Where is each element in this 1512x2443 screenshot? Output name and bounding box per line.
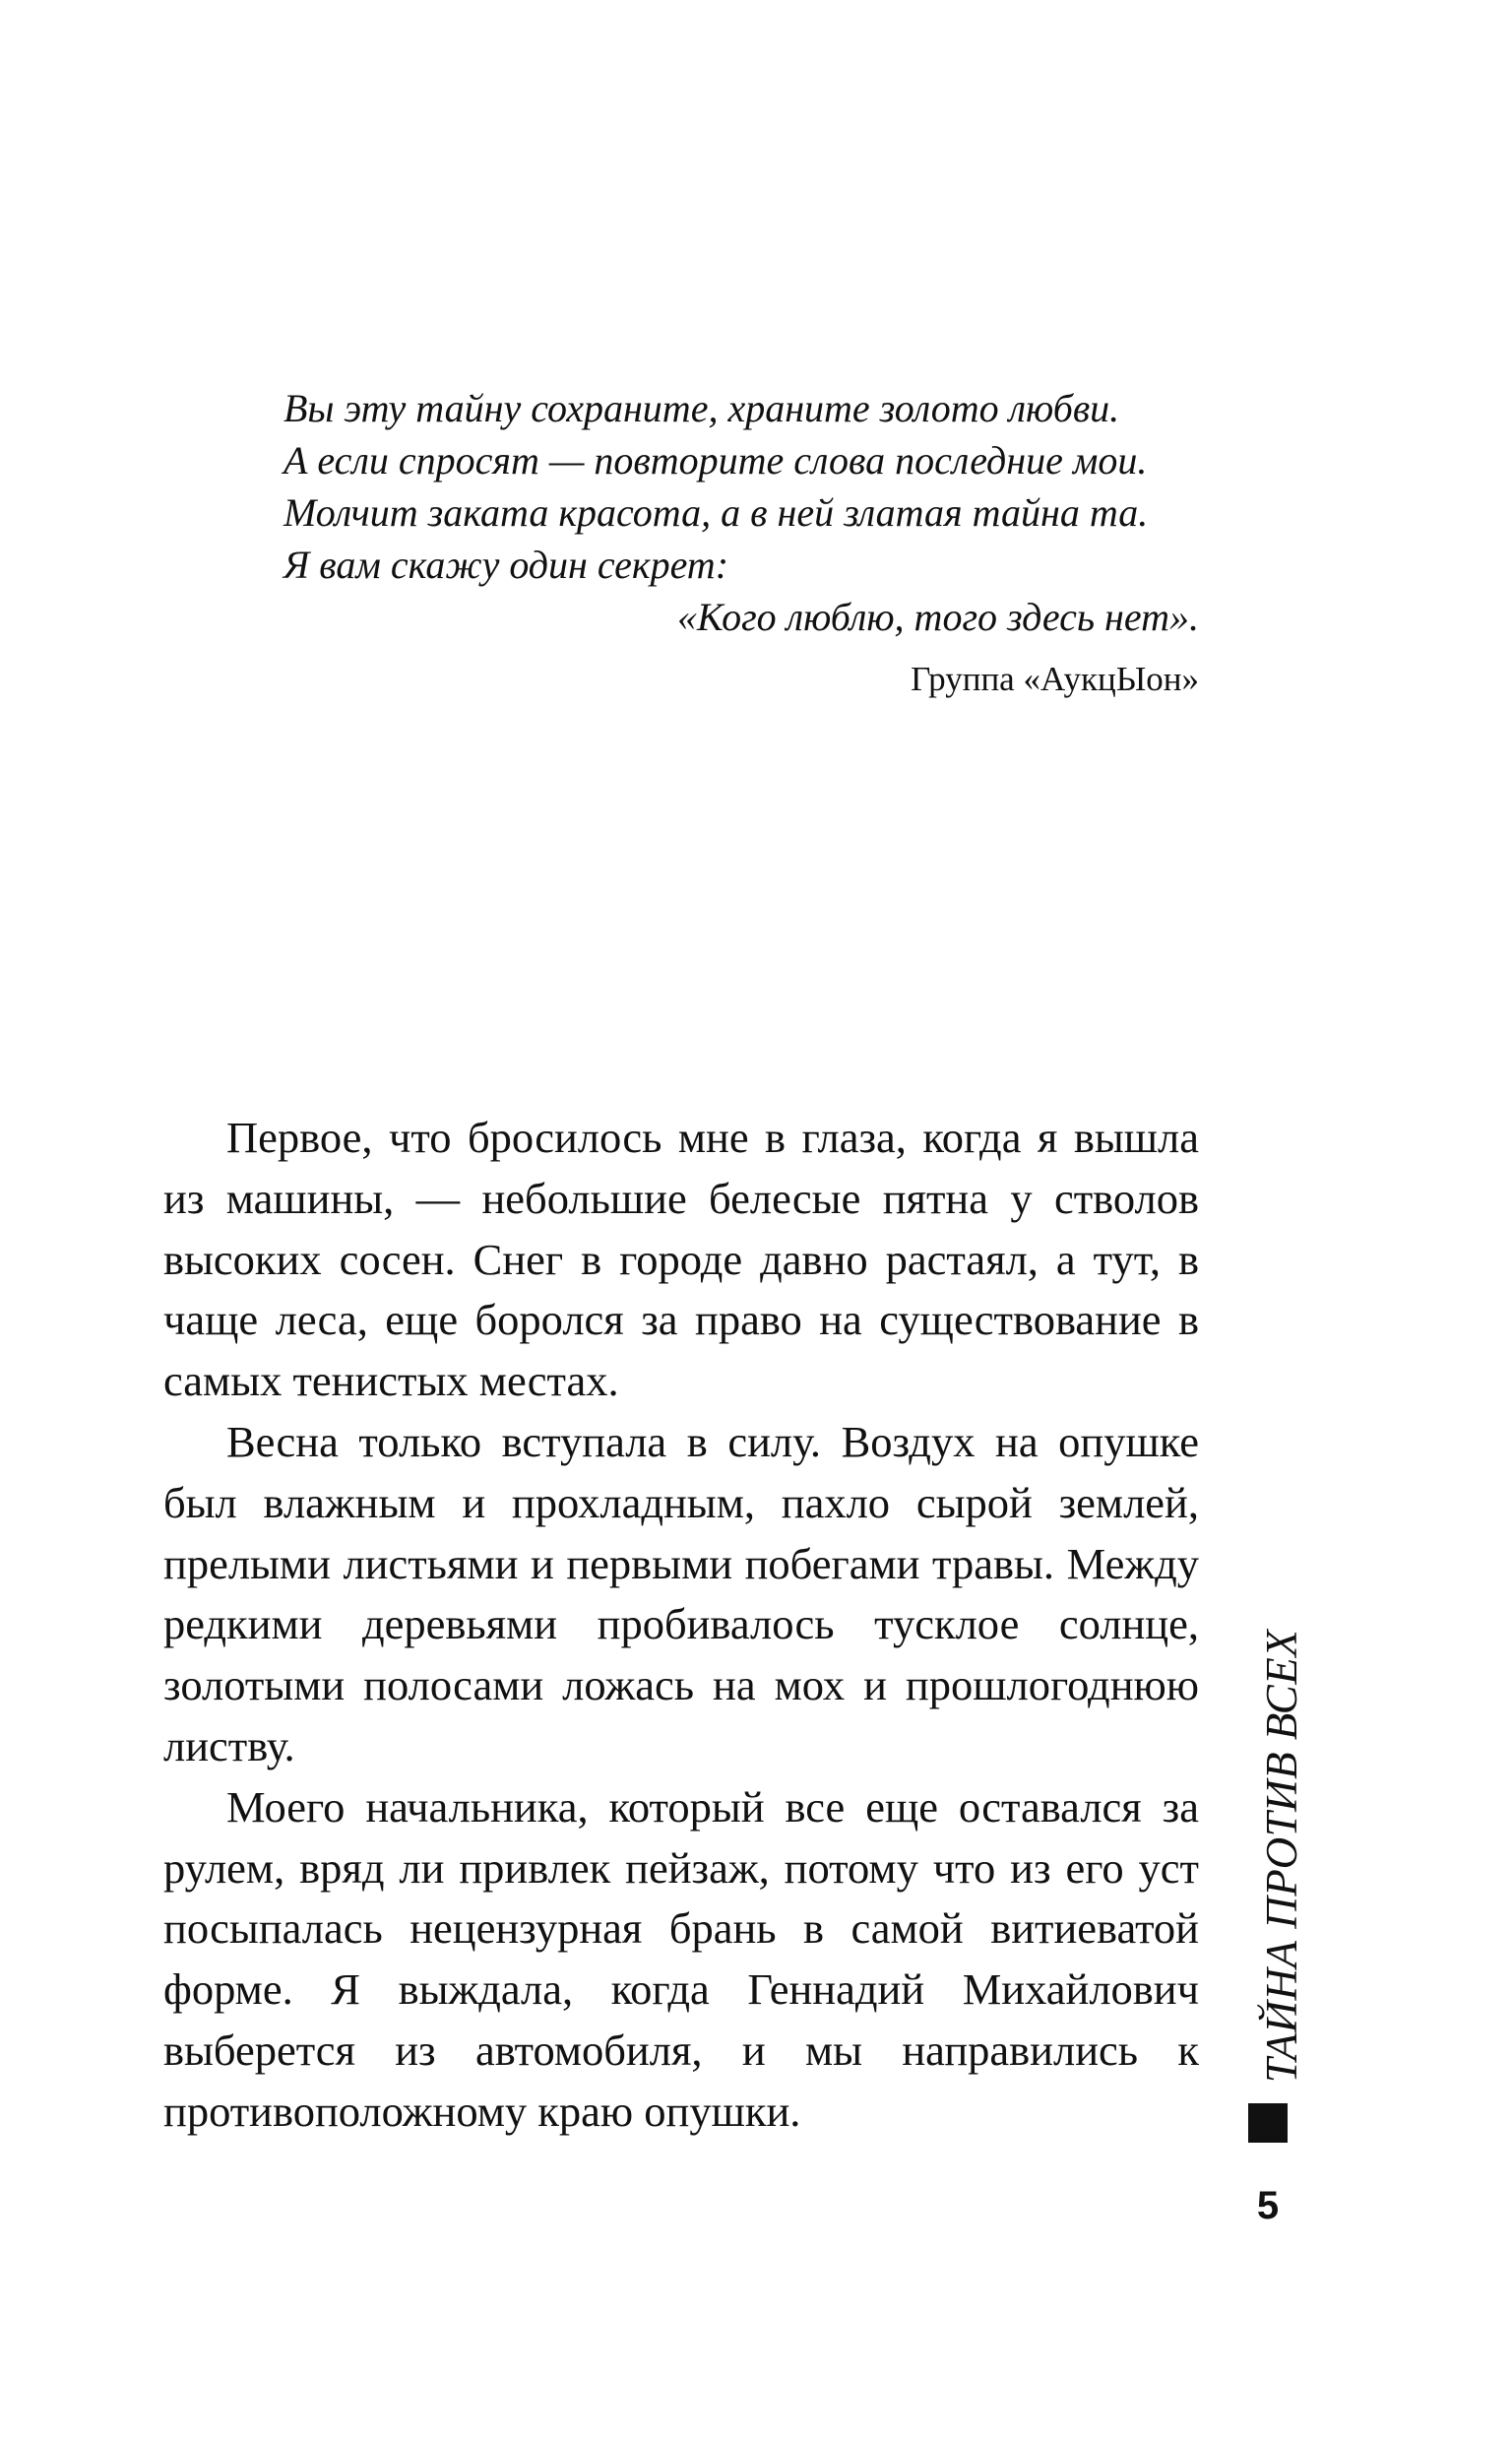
running-title-text: ТАЙНА ПРОТИВ ВСЕХ [1257, 1629, 1306, 2084]
epigraph-line: А если спросят — повторите слова последние мои. [284, 438, 1148, 482]
paragraph: Первое, что бросилось мне в глаза, когда я вышла из машины, — небольшие белесые пятна у стволов высоких сосен. Снег в городе давно растаял, а тут, в чаще леса, еще боролся за право на существование в самых тенистых местах. [163, 1113, 1199, 1406]
epigraph-line: Вы эту тайну сохраните, храните золото любви. [284, 386, 1120, 430]
epigraph-attribution: Группа «АукцЫон» [911, 660, 1199, 698]
epigraph-line: Я вам скажу один секрет: [284, 543, 729, 587]
epigraph-line: Молчит заката красота, а в ней златая тайна та. [284, 490, 1149, 535]
page-number: 5 [1256, 2184, 1280, 2227]
body-text [163, 1108, 1199, 2143]
epigraph-line: «Кого люблю, того здесь нет». [677, 595, 1199, 639]
section-marker [1248, 2103, 1288, 2143]
running-title [1242, 1629, 1321, 2084]
paragraph: Весна только вступала в силу. Воздух на опушке был влажным и прохладным, пахло сырой землей, прелыми листьями и первыми побегами травы. Между редкими деревьями пробивалось тусклое солнце, золотыми полосами ложась на мох и прошлогоднюю листву. [163, 1416, 1199, 1770]
epigraph [284, 382, 1199, 704]
paragraph: Моего начальника, который все еще оставался за рулем, вряд ли привлек пейзаж, потому что из его уст посыпалась нецензурная брань в самой витиеватой форме. Я выждала, когда Геннадий Михайлович выберется из автомобиля, и мы направились к противоположному краю опушки. [163, 1781, 1199, 2136]
